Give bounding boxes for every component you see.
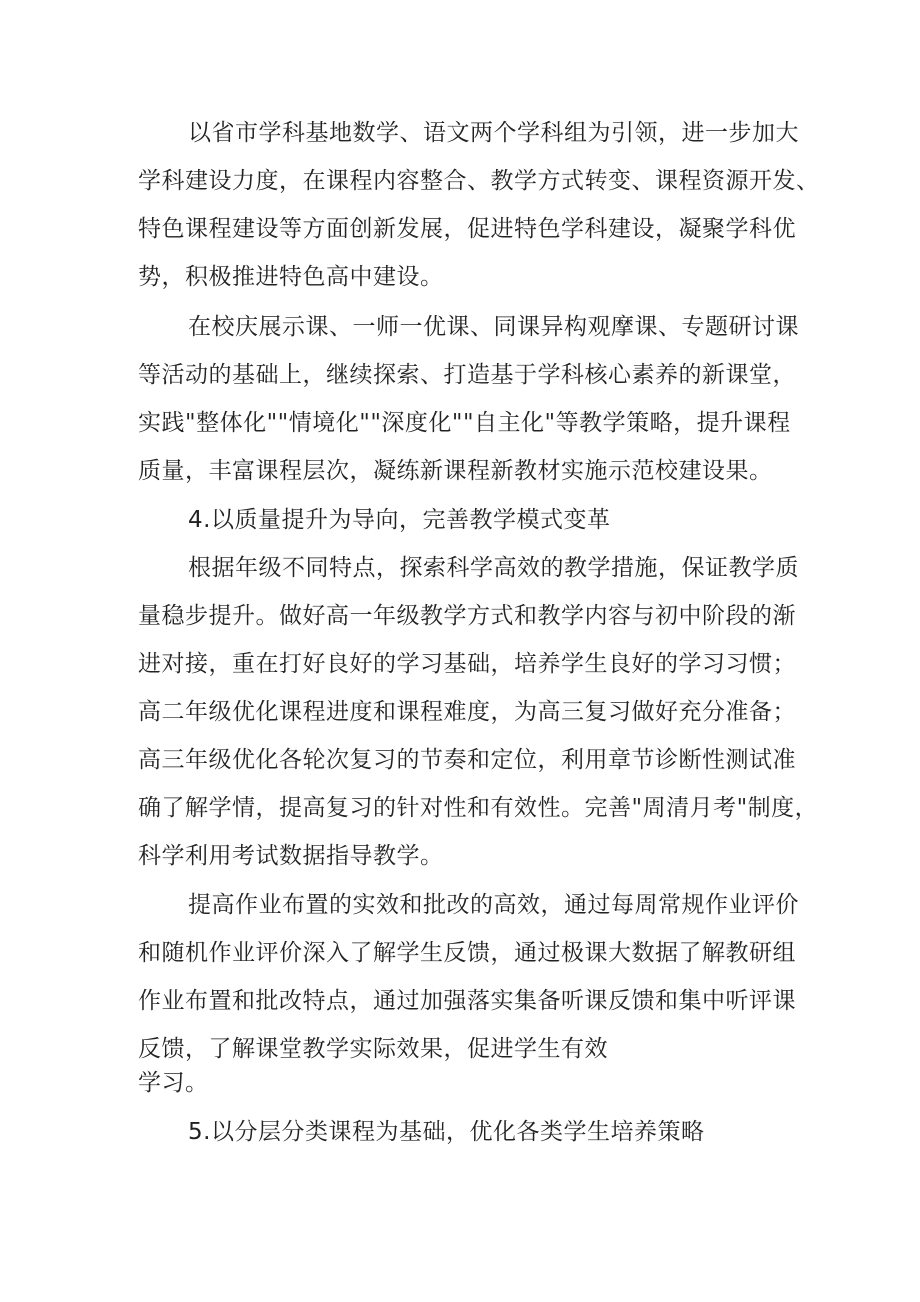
- paragraph-2-line-4: 质量，丰富课程层次，凝练新课程新教材实施示范校建设果。: [138, 458, 773, 484]
- section-heading-5: 5.以分层分类课程为基础，优化各类学生培养策略: [188, 1119, 705, 1145]
- paragraph-4-line-2: 和随机作业评价深入了解学生反馈，通过极课大数据了解教研组: [138, 940, 796, 966]
- paragraph-4-line-1: 提高作业布置的实效和批改的高效，通过每周常规作业评价: [188, 892, 799, 918]
- paragraph-2-line-2: 等活动的基础上，继续探索、打造基于学科核心素养的新课堂，: [138, 362, 796, 388]
- paragraph-2-line-3: 实践"整体化""情境化""深度化""自主化"等教学策略，提升课程: [138, 410, 791, 436]
- paragraph-3-line-6: 确了解学情，提高复习的针对性和有效性。完善"周清月考"制度，: [138, 795, 819, 821]
- paragraph-3-line-3: 进对接，重在打好良好的学习基础，培养学生良好的学习习惯；: [138, 651, 796, 677]
- paragraph-1-line-1: 以省市学科基地数学、语文两个学科组为引领，进一步加大: [188, 120, 799, 146]
- paragraph-3-line-4: 高二年级优化课程进度和课程难度，为高三复习做好充分准备；: [138, 699, 796, 725]
- paragraph-4-line-4: 反馈，了解课堂教学实际效果，促进学生有效: [138, 1036, 608, 1062]
- paragraph-3-line-5: 高三年级优化各轮次复习的节奏和定位，利用章节诊断性测试准: [138, 747, 796, 773]
- section-heading-4: 4.以质量提升为导向，完善教学模式变革: [188, 507, 611, 533]
- paragraph-2-line-1: 在校庆展示课、一师一优课、同课异构观摩课、专题研讨课: [188, 314, 799, 340]
- paragraph-1-line-4: 势，积极推进特色高中建设。: [138, 264, 444, 290]
- paragraph-4-line-3: 作业布置和批改特点，通过加强落实集备听课反馈和集中听评课: [138, 988, 796, 1014]
- paragraph-4-line-5: 学习。: [138, 1070, 209, 1096]
- paragraph-3-line-2: 量稳步提升。做好高一年级教学方式和教学内容与初中阶段的渐: [138, 603, 796, 629]
- paragraph-1-line-3: 特色课程建设等方面创新发展，促进特色学科建设，凝聚学科优: [138, 216, 796, 242]
- paragraph-3-line-1: 根据年级不同特点，探索科学高效的教学措施，保证教学质: [188, 555, 799, 581]
- paragraph-3-line-7: 科学利用考试数据指导教学。: [138, 843, 444, 869]
- paragraph-1-line-2: 学科建设力度，在课程内容整合、教学方式转变、课程资源开发、: [138, 168, 820, 194]
